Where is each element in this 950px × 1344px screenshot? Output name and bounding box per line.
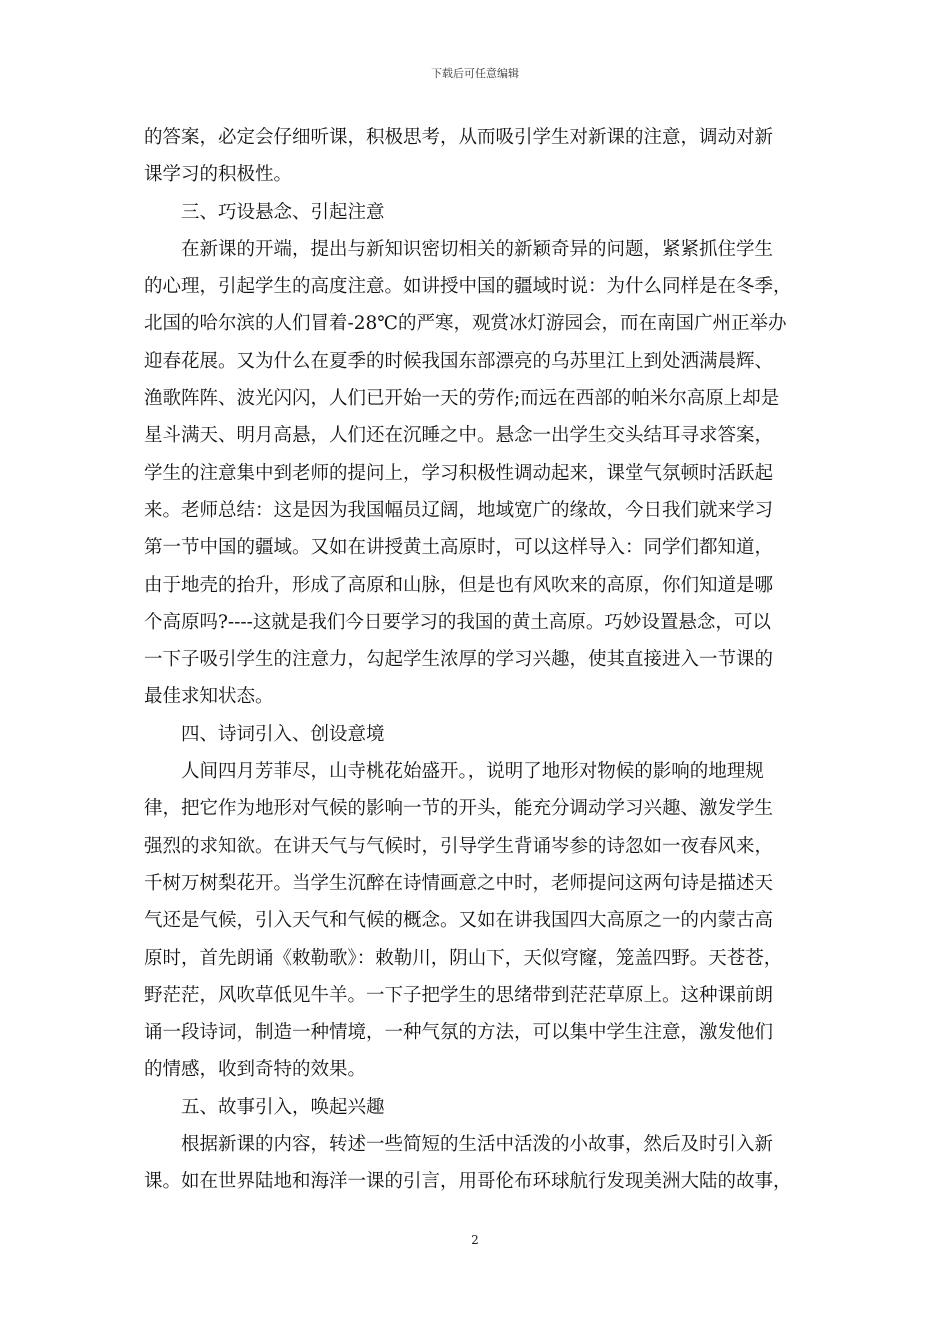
text-line: 渔歌阵阵、波光闪闪，人们已开始一天的劳作;而远在西部的帕米尔高原上却是 xyxy=(144,388,780,410)
page-header: 下载后可任意编辑 xyxy=(431,67,519,80)
text-line: 学生的注意集中到老师的提问上，学习积极性调动起来，课堂气氛顿时活跃起 xyxy=(144,462,774,484)
text-line: 星斗满天、明月高悬，人们还在沉睡之中。悬念一出学生交头结耳寻求答案， xyxy=(144,425,774,447)
text-line: 千树万树梨花开。当学生沉醉在诗情画意之中时，老师提问这两句诗是描述天 xyxy=(144,872,774,894)
text-line: 强烈的求知欲。在讲天气与气候时，引导学生背诵岑参的诗忽如一夜春风来， xyxy=(144,835,774,857)
text-line: 律，把它作为地形对气候的影响一节的开头，能充分调动学习兴趣、激发学生 xyxy=(144,798,774,820)
section-heading: 三、巧设悬念、引起注意 xyxy=(181,201,385,223)
text-line: 的情感，收到奇特的效果。 xyxy=(144,1059,367,1081)
text-line: 野茫茫，风吹草低见牛羊。一下子把学生的思绪带到茫茫草原上。这种课前朗 xyxy=(144,984,774,1006)
text-line: 来。老师总结：这是因为我国幅员辽阔，地域宽广的缘故，今日我们就来学习 xyxy=(144,499,774,521)
text-line: 气还是气候，引入天气和气候的概念。又如在讲我国四大高原之一的内蒙古高 xyxy=(144,910,774,932)
text-line: 迎春花展。又为什么在夏季的时候我国东部漂亮的乌苏里江上到处洒满晨辉、 xyxy=(144,350,774,372)
text-line: 原时，首先朗诵《敕勒歌》：敕勒川，阴山下，天似穹窿，笼盖四野。天苍苍， xyxy=(144,947,783,969)
paragraph-first-line: 人间四月芳菲尽，山寺桃花始盛开。，说明了地形对物候的影响的地理规 xyxy=(181,761,764,783)
text-line: 课。如在世界陆地和海洋一课的引言，用哥伦布环球航行发现美洲大陆的故事， xyxy=(144,1171,792,1193)
text-line: 个高原吗?----这就是我们今日要学习的我国的黄土高原。巧妙设置悬念，可以 xyxy=(144,611,771,633)
paragraph-first-line: 在新课的开端，提出与新知识密切相关的新颖奇异的问题，紧紧抓住学生 xyxy=(181,238,774,260)
document-body xyxy=(144,119,814,1201)
section-heading: 四、诗词引入、创设意境 xyxy=(181,723,385,745)
page-number: 2 xyxy=(471,1233,479,1247)
section-heading: 五、故事引入，唤起兴趣 xyxy=(181,1096,385,1118)
text-line: 诵一段诗词，制造一种情境，一种气氛的方法，可以集中学生注意，激发他们 xyxy=(144,1022,774,1044)
text-line: 由于地壳的抬升，形成了高原和山脉，但是也有风吹来的高原，你们知道是哪 xyxy=(144,574,774,596)
text-line: 最佳求知状态。 xyxy=(144,686,274,708)
text-line: 第一节中国的疆域。又如在讲授黄土高原时，可以这样导入：同学们都知道， xyxy=(144,537,774,559)
text-line: 课学习的积极性。 xyxy=(144,164,293,186)
text-line: 北国的哈尔滨的人们冒着-28℃的严寒，观赏冰灯游园会，而在南国广州正举办 xyxy=(144,313,787,335)
text-line: 一下子吸引学生的注意力，勾起学生浓厚的学习兴趣，使其直接进入一节课的 xyxy=(144,649,774,671)
text-line: 的答案，必定会仔细听课，积极思考，从而吸引学生对新课的注意，调动对新 xyxy=(144,127,774,148)
text-line: 的心理，引起学生的高度注意。如讲授中国的疆域时说：为什么同样是在冬季， xyxy=(144,276,792,298)
paragraph-first-line: 根据新课的内容，转述一些简短的生活中活泼的小故事，然后及时引入新 xyxy=(181,1134,774,1156)
